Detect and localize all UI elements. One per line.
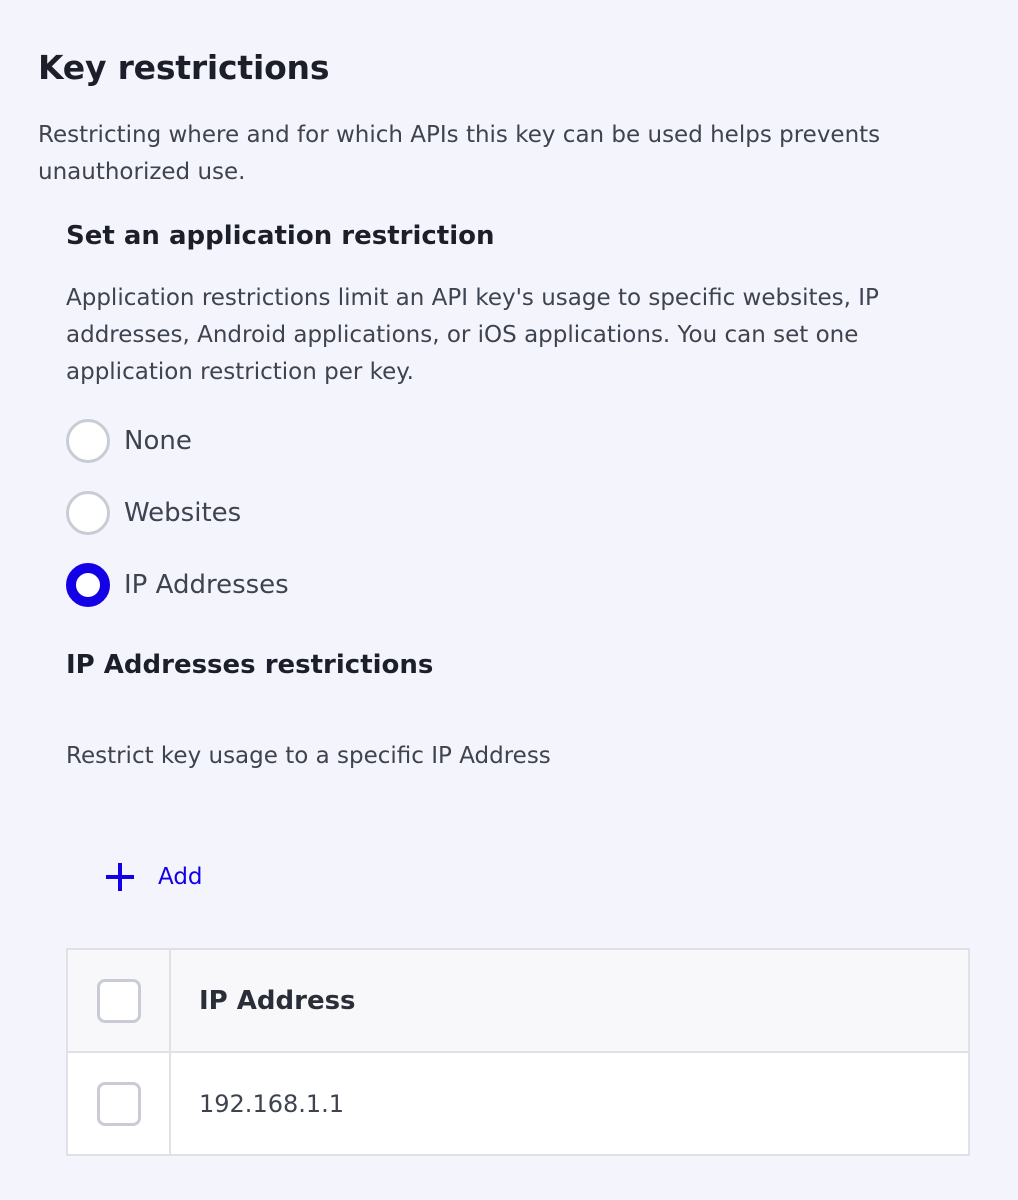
radio-button-none[interactable]	[66, 419, 110, 463]
add-button-label: Add	[158, 864, 203, 890]
application-restriction-description: Application restrictions limit an API key's usage to specific websites, IP addresses, Android applications, or iOS applications. You can set one application restriction per key.	[66, 285, 879, 385]
ip-address-table	[66, 948, 970, 1156]
radio-option-ip-addresses[interactable]	[66, 563, 289, 607]
table-header-row	[68, 950, 968, 1053]
radio-label-websites: Websites	[124, 498, 242, 528]
table-row	[68, 1053, 968, 1154]
radio-label-none: None	[124, 426, 192, 456]
column-header-ip-address: IP Address	[199, 985, 356, 1016]
select-all-checkbox[interactable]	[97, 979, 141, 1023]
radio-option-none[interactable]	[66, 419, 192, 463]
ip-restrictions-description: Restrict key usage to a specific IP Address	[66, 743, 551, 769]
ip-address-cell: 192.168.1.1	[199, 1089, 345, 1118]
radio-label-ip-addresses: IP Addresses	[124, 570, 289, 600]
radio-option-websites[interactable]	[66, 491, 241, 535]
radio-button-ip-addresses[interactable]	[66, 563, 110, 607]
header-checkbox-cell	[68, 950, 171, 1051]
page-title: Key restrictions	[38, 48, 330, 87]
plus-icon	[104, 861, 136, 893]
ip-restrictions-title: IP Addresses restrictions	[66, 650, 434, 680]
row-checkbox-cell	[68, 1053, 171, 1154]
application-restriction-title: Set an application restriction	[66, 221, 495, 251]
add-ip-button[interactable]	[104, 856, 203, 898]
key-restrictions-description: Restricting where and for which APIs this key can be used helps prevents unauthorized use.	[38, 122, 881, 185]
row-checkbox[interactable]	[97, 1082, 141, 1126]
radio-button-websites[interactable]	[66, 491, 110, 535]
